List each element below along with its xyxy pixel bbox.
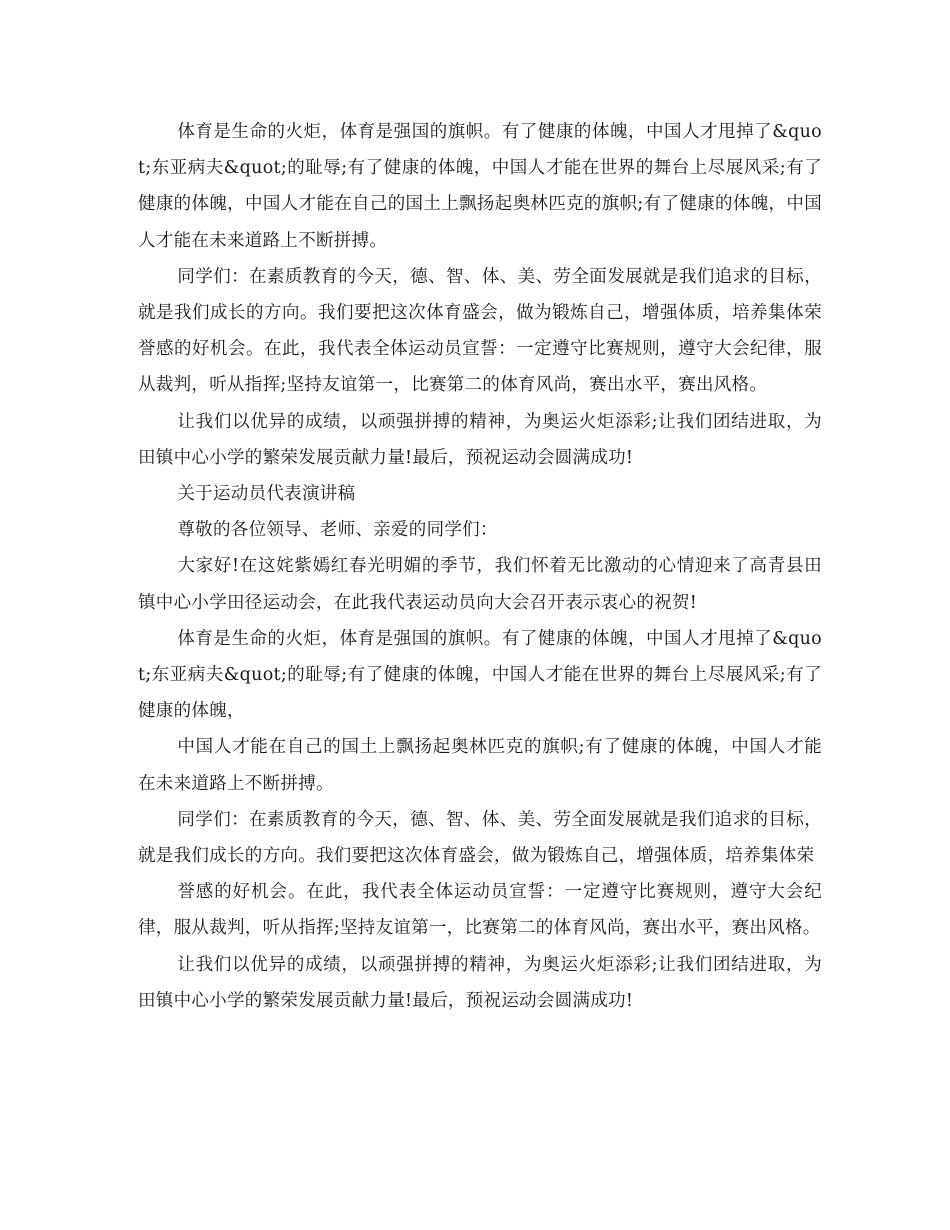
paragraph-6: 同学们：在素质教育的今天，德、智、体、美、劳全面发展就是我们追求的目标，就是我们成长的方向。我们要把这次体育盛会，做为锻炼自己，增强体质，培养集体荣 (138, 809, 822, 867)
paragraph-8: 让我们以优异的成绩，以顽强拼搏的精神，为奥运火炬添彩;让我们团结进取，为田镇中心小学的繁荣发展贡献力量!最后，预祝运动会圆满成功! (138, 954, 822, 1011)
paragraph-greeting: 大家好!在这姹紫嫣红春光明媚的季节，我们怀着无比激动的心情迎来了高青县田镇中心小学田径运动会，在此我代表运动员向大会召开表示衷心的祝贺! (138, 556, 822, 613)
salutation: 尊敬的各位领导、老师、亲爱的同学们： (177, 520, 498, 541)
paragraph-4: 体育是生命的火炬，体育是强国的旗帜。有了健康的体魄，中国人才甩掉了&quot;东亚病夫&quot;的耻辱;有了健康的体魄，中国人才能在世界的舞台上尽展风采;有了健康的体魄， (138, 628, 822, 722)
paragraph-1: 体育是生命的火炬，体育是强国的旗帜。有了健康的体魄，中国人才甩掉了&quot;东亚病夫&quot;的耻辱;有了健康的体魄，中国人才能在世界的舞台上尽展风采;有了健康的体魄，中国人才能在自己的国土上飘扬起奥林匹克的旗帜;有了健康的体魄，中国人才能在未来道路上不断拼搏。 (138, 122, 822, 251)
paragraph-2: 同学们：在素质教育的今天，德、智、体、美、劳全面发展就是我们追求的目标，就是我们成长的方向。我们要把这次体育盛会，做为锻炼自己，增强体质，培养集体荣誉感的好机会。在此，我代表全体运动员宣誓：一定遵守比赛规则，遵守大会纪律，服从裁判，听从指挥;坚持友谊第一，比赛第二的体育风尚，赛出水平，赛出风格。 (138, 266, 822, 396)
document-body (138, 114, 822, 1019)
speech-title: 关于运动员代表演讲稿 (177, 484, 356, 505)
paragraph-5: 中国人才能在自己的国土上飘扬起奥林匹克的旗帜;有了健康的体魄，中国人才能在未来道路上不断拼搏。 (138, 737, 822, 794)
paragraph-7: 誉感的好机会。在此，我代表全体运动员宣誓：一定遵守比赛规则，遵守大会纪律，服从裁判，听从指挥;坚持友谊第一，比赛第二的体育风尚，赛出水平，赛出风格。 (138, 882, 822, 939)
paragraph-3: 让我们以优异的成绩，以顽强拼搏的精神，为奥运火炬添彩;让我们团结进取，为田镇中心小学的繁荣发展贡献力量!最后，预祝运动会圆满成功! (138, 411, 822, 468)
